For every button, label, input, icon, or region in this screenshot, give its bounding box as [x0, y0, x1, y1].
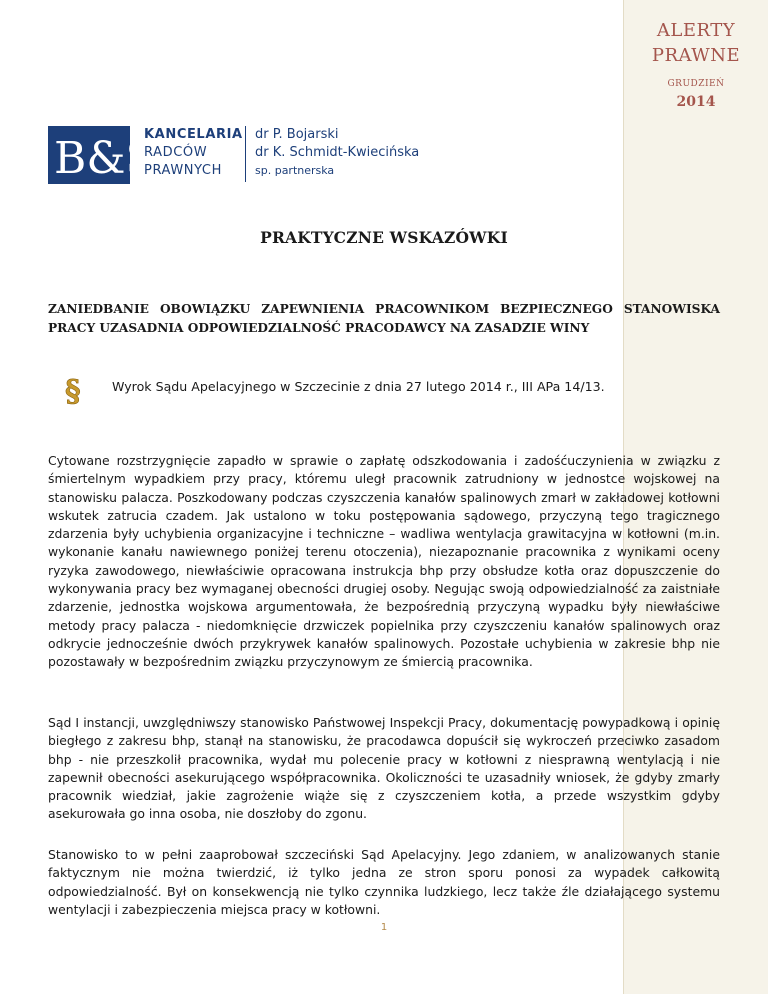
page-number: 1 — [380, 922, 388, 933]
paragraph-icon — [62, 372, 86, 409]
logo-prawnych: PRAWNYCH — [144, 163, 222, 178]
svg-text:§: § — [65, 374, 81, 409]
sidebar-year: 2014 — [676, 94, 716, 110]
logo-partnership: sp. partnerska — [255, 164, 335, 177]
logo-radcow: RADCÓW — [144, 145, 208, 160]
logo-partner-1: dr P. Bojarski — [255, 127, 339, 142]
logo-partners — [255, 126, 419, 180]
article-headline: ZANIEDBANIE OBOWIĄZKU ZAPEWNIENIA PRACOWNIKOM BEZPIECZNEGO STANOWISKA PRACY UZASADNIA ODPOWIEDZIALNOŚĆ PRACODAWCY NA ZASADZIE WINY — [48, 302, 720, 335]
sidebar-title-line1: ALERTY — [656, 20, 736, 41]
logo-mark — [48, 126, 156, 184]
firm-logo — [48, 122, 448, 190]
body-paragraph-3: Stanowisko to w pełni zaaprobował szczeciński Sąd Apelacyjny. Jego zdaniem, w analizowanych stanie faktycznym nie można twierdzić, iż tylko jedna ze stron sporu ponosi za wypadek całkowitą odpowiedzialność. Był on konsekwencją nie tylko czynnika ludzkiego, lecz także źle działającego systemu wentylacji i zabezpieczenia miejsca pracy w kotłowni. — [48, 847, 720, 917]
body-paragraph-2: Sąd I instancji, uwzględniwszy stanowisko Państwowej Inspekcji Pracy, dokumentację powypadkową i opinię biegłego z zakresu bhp, stanął na stanowisku, że pracodawca dopuścił się wykroczeń przeciwko zasadom bhp - nie przeszkolił pracownika, wydał mu polecenie pracy w kotłowni z niesprawną wentylacją i nie zapewnił obecności asekurującego współpracownika. Okoliczności te uzasadniły wniosek, że gdyby zmarły pracownik wiedział, jakie zagrożenie wiąże się z czyszczeniem kotła, a przede wszystkim gdyby asekurowała go inna osoba, nie doszłoby do zgonu. — [48, 715, 720, 822]
logo-partner-2: dr K. Schmidt-Kwiecińska — [255, 145, 420, 160]
sidebar-title — [624, 18, 768, 68]
logo-kancelaria: KANCELARIA — [144, 127, 243, 142]
logo-mark-text: B&S — [54, 133, 156, 184]
logo-firm-type — [144, 126, 243, 180]
verdict-citation: Wyrok Sądu Apelacyjnego w Szczecinie z dnia 27 lutego 2014 r., III APa 14/13. — [112, 379, 605, 394]
page-title: PRAKTYCZNE WSKAZÓWKI — [260, 228, 508, 247]
logo-mark-graphic — [48, 126, 156, 184]
logo-divider — [245, 126, 246, 182]
body-paragraph-1: Cytowane rozstrzygnięcie zapadło w sprawie o zapłatę odszkodowania i zadośćuczynienia w związku z śmiertelnym wypadkiem przy pracy, któremu uległ pracownik zatrudniony w jednostce wojskowej na stanowisku palacza. Poszkodowany podczas czyszczenia kanałów spalinowych zmarł w zakładowej kotłowni wskutek zatrucia czadem. Jak ustalono w toku postępowania sądowego, przyczyną tego tragicznego zdarzenia były uchybienia organizacyjne i techniczne – wadliwa wentylacja grawitacyjna w kotłowni (m.in. wykonanie kanału nawiewnego poniżej terenu otoczenia), niezapoznanie pracownika z wynikami oceny ryzyka zawodowego, niewłaściwie opracowana instrukcja bhp przy obsłudze kotła oraz dopuszczenie do wykonywania pracy bez wymaganej obecności drugiej osoby. Negując swoją odpowiedzialność za zaistniałe zdarzenie, jednostka wojskowa argumentowała, że bezpośrednią przyczyną wypadku były niewłaściwe metody pracy palacza - niedomknięcie drzwiczek popielnika przy czyszczeniu kanałów spalinowych oraz odkrycie jednocześnie dwóch przykrywek kanałów spalinowych. Pozostałe uchybienia w zakresie bhp nie pozostawały w bezpośrednim związku przyczynowym ze śmiercią pracownika. — [48, 453, 720, 670]
sidebar-title-line2: PRAWNE — [651, 45, 741, 66]
sidebar-month: GRUDZIEŃ — [667, 79, 725, 89]
